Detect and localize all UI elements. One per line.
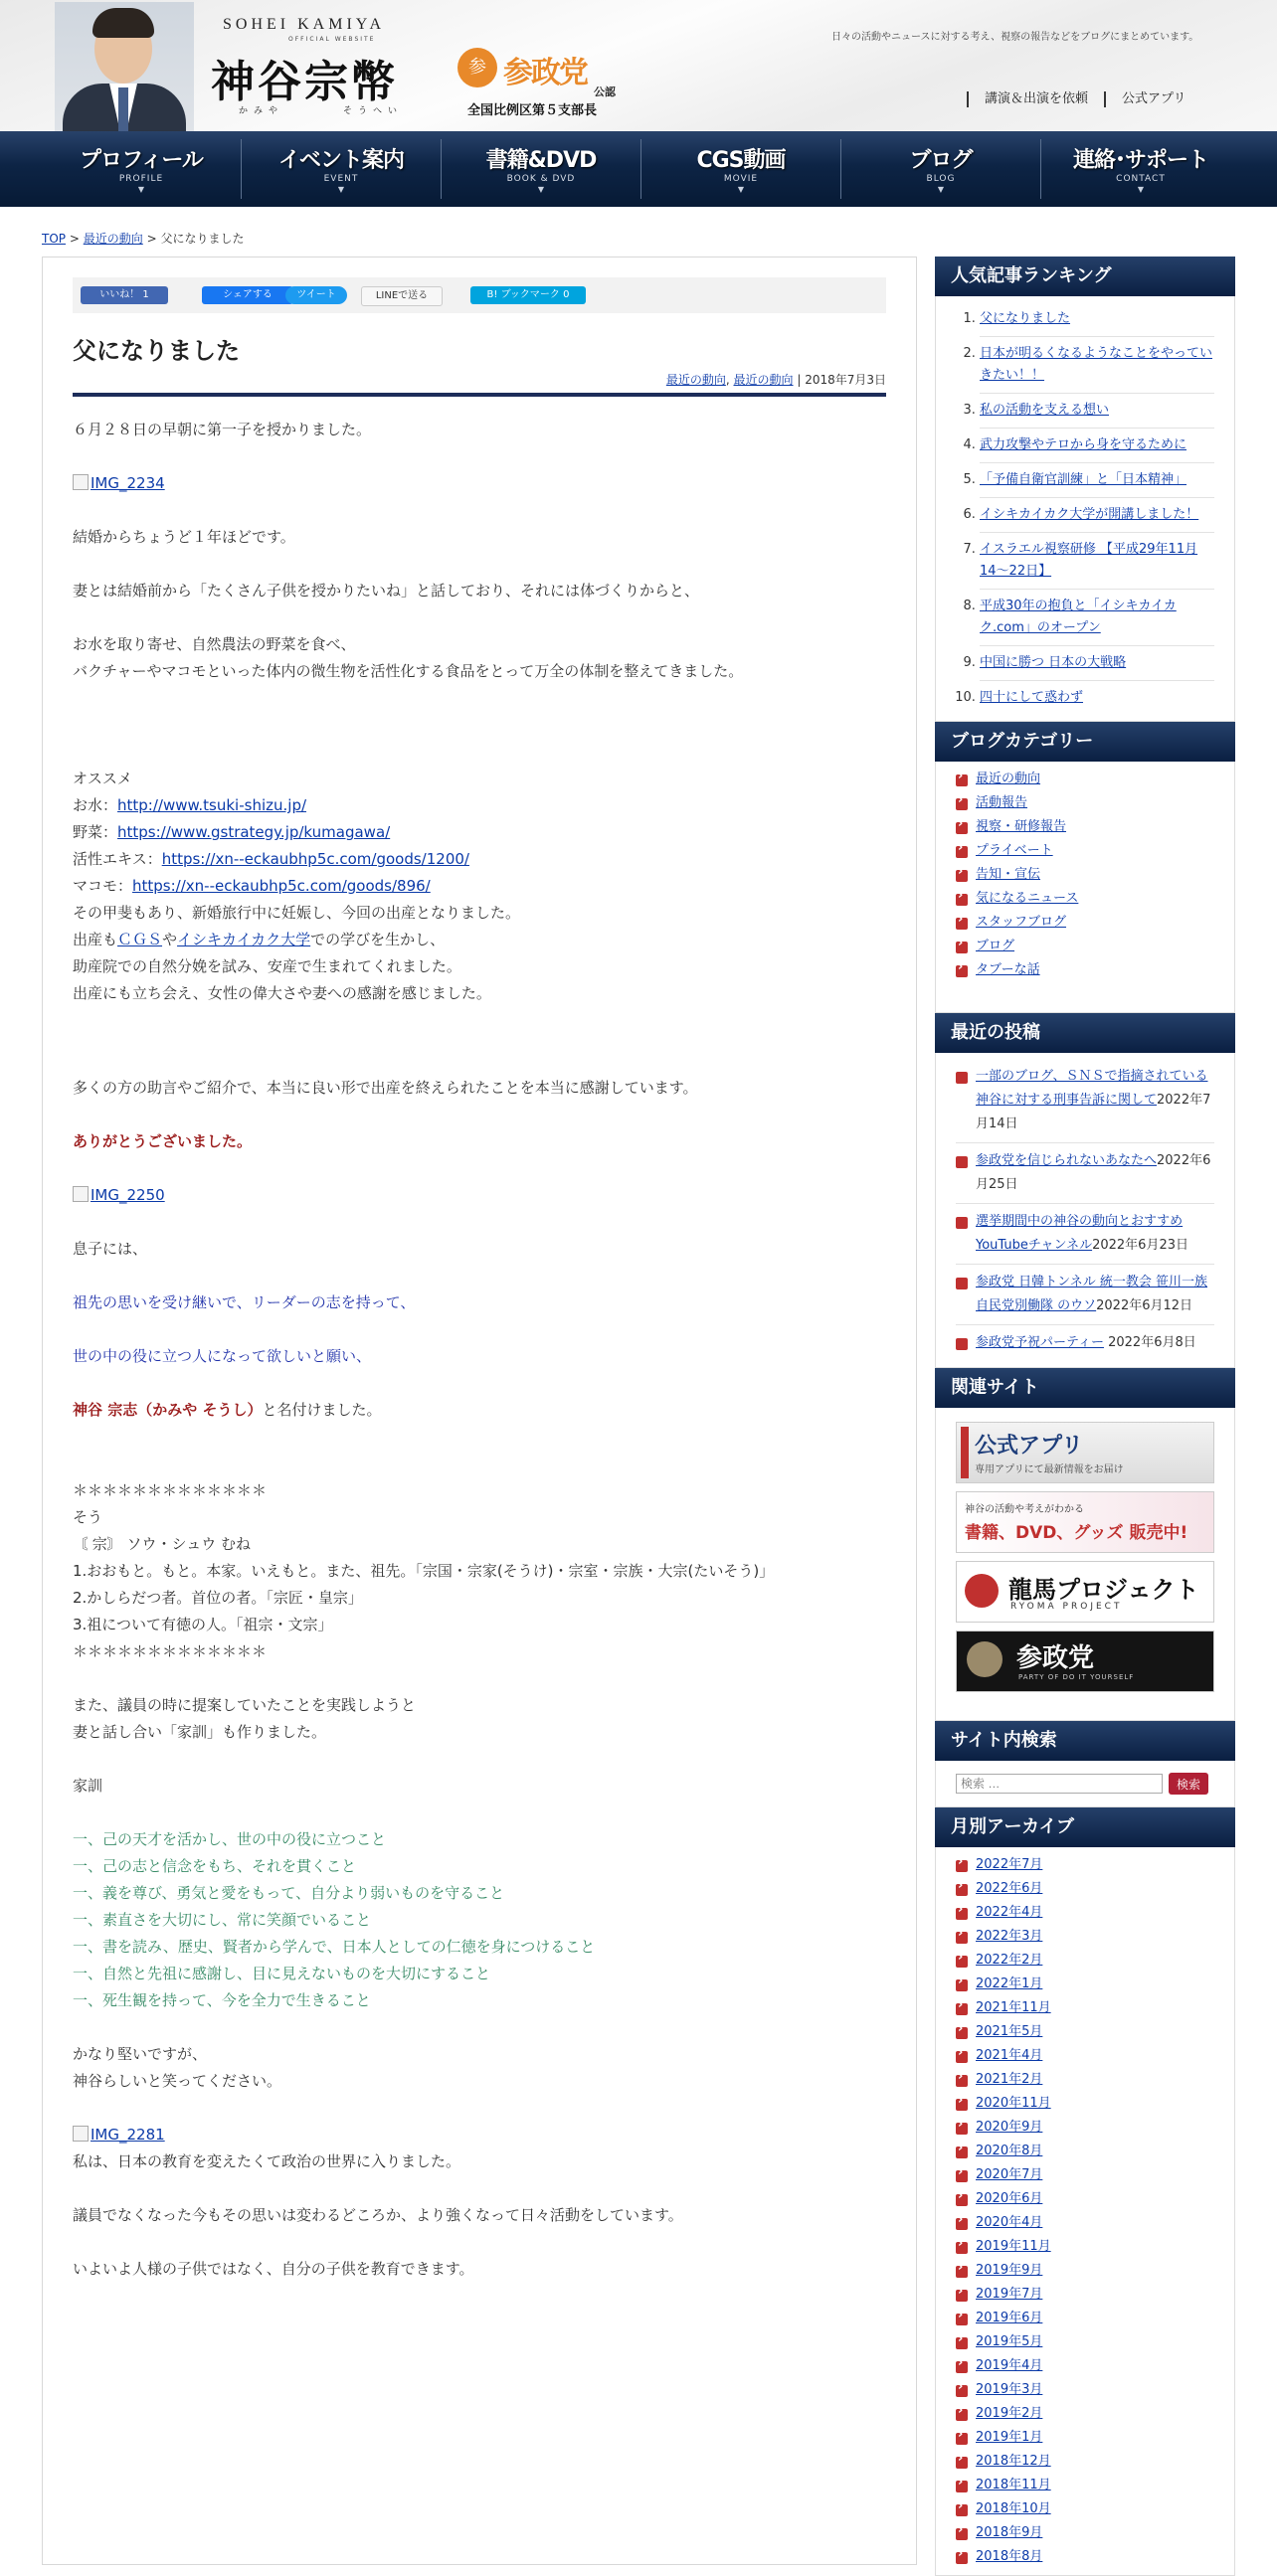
nav-event[interactable]: イベント案内 EVENT ▼ — [242, 131, 441, 207]
archive-link[interactable]: 2020年4月 — [976, 2215, 1043, 2230]
post-title: 父になりました — [73, 337, 240, 365]
chevron-down-icon: ▼ — [337, 185, 345, 194]
ranking-item: 6. イシキカイカク大学が開講しました！ — [980, 498, 1214, 533]
archive-item — [956, 1853, 1214, 1877]
archive-link[interactable]: 2020年8月 — [976, 2144, 1043, 2158]
category-box — [935, 762, 1235, 1013]
image-link[interactable]: IMG_2281 — [91, 2126, 165, 2144]
archive-link[interactable]: 2022年6月 — [976, 1881, 1043, 1896]
paragraph: 妻とは結婚前から「たくさん子供を授かりたいね」と話しており、それには体づくりからと、 — [73, 582, 700, 600]
archive-link[interactable]: 2021年5月 — [976, 2024, 1043, 2039]
archive-item — [956, 1901, 1214, 1925]
paragraph: 世の中の役に立つ人になって欲しいと願い、 — [73, 1347, 372, 1365]
archive-link[interactable]: 2018年11月 — [976, 2478, 1051, 2492]
tweet-button[interactable]: ツイート — [285, 286, 347, 304]
category-item: プライベート › — [956, 839, 1214, 863]
archive-item — [956, 1877, 1214, 1901]
ranking-item: 3. 私の活動を支える想い — [980, 394, 1214, 429]
recent-heading: 最近の投稿 — [935, 1013, 1235, 1053]
paragraph: 私は、日本の教育を変えたくて政治の世界に入りました。 — [73, 2152, 461, 2170]
paragraph: 議員でなくなった今もその思いは変わるどころか、より強くなって日々活動をしています。 — [73, 2206, 683, 2224]
archive-item — [956, 1949, 1214, 1973]
nav-books[interactable]: 書籍&DVD BOOK & DVD ▼ — [442, 131, 640, 207]
archive-link[interactable]: 2021年4月 — [976, 2048, 1043, 2063]
post-body: ６月２８日の早朝に第一子を授かりました。 IMG_2234 結婚からちょうど１年ほどです。 妻とは結婚前から「たくさん子供を授かりたいね」と話しており、それには体づくりからと、 お水を取り寄せ、自然農法の野菜を食べ、 バクチャーやマコモといった体内の微生物を活性化する食品をとって万全の体制を整えてきました。 オススメ お水：http://www.tsuki-shizu.jp/ 野菜：https://www.gstrategy.jp/kumagawa/ 活性エキス：https://xn--eckaubhp5c.com/goods/1200/ マコモ：https://xn--eckaubhp5c.com/goods/896/ その甲斐もあり、新婚旅行中に妊娠し、今回の出産となりました。 出産もＣＧＳやイシキカイカク大学での学びを生かし、 助産院での自然分娩を試み、安産で生まれてくれました。 出産にも立ち会え、女性の偉大さや妻への感謝を感じました。 多くの方の助言やご紹介で、本当に良い形で出産を終えられたことを本当に感謝しています。 ありがとうございました。 IMG_2250 息子には、 祖先の思いを受け継いで、リーダーの志を持って、 世の中の役に立つ人になって欲しいと願い、 神谷 宗志（かみや そうし）と名付けました。 ＊＊＊＊＊＊＊＊＊＊＊＊＊ そう 〘 宗〙 ソウ・シュウ むね 1.おおもと。もと。本家。いえもと。また、祖先。「宗国・宗家(そうけ)・宗室・宗族・大宗(たいそう)」 2.かしらだつ者。首位の者。「宗匠・皇宗」 3.祖について有徳の人。「祖宗・文宗」 ＊＊＊＊＊＊＊＊＊＊＊＊＊ また、議員の時に提案していたことを実践しようと 妻と話し合い「家訓」も作りました。 家訓 一、己の天才を活かし、世の中の役に立つこと 一、己の志と信念をもち、それを貫くこと 一、義を尊び、勇気と愛をもって、自分より弱いものを守ること 一、素直さを大切にし、常に笑顔でいること 一、書を読み、歴史、賢者から学んで、日本人としての仁徳を身につけること 一、自然と先祖に感謝し、目に見えないものを大切にすること 一、死生観を持って、今を全力で生きること かなり堅いですが、 神谷らしいと笑ってください。 IMG_2281 私は、日本の教育を変えたくて政治の世界に入りました。 議員でなくなった今もその思いは変わるどころか、より強くなって日々活動をしています。 いよいよ人様の子供ではなく、自分の子供を教育できます。 — [73, 407, 886, 2283]
category-item: 視察・研修報告 › — [956, 815, 1214, 839]
ryoma-project-banner[interactable]: 龍馬プロジェクト RYOMA PROJECT — [956, 1561, 1214, 1623]
breadcrumb-category[interactable]: 最近の動向 — [83, 232, 143, 246]
paragraph: 神谷らしいと笑ってください。 — [73, 2072, 282, 2090]
archive-box — [935, 1847, 1235, 2576]
search-heading: サイト内検索 — [935, 1721, 1235, 1761]
recommend-heading: オススメ — [73, 770, 132, 787]
party-name: 参政党 — [503, 56, 587, 90]
brand-subtitle: OFFICIAL WEBSITE — [288, 36, 376, 43]
vegetable-link[interactable]: https://www.gstrategy.jp/kumagawa/ — [117, 823, 391, 841]
son-name: 神谷 宗志（かみや そうし） — [73, 1401, 263, 1419]
archive-link[interactable]: 2022年4月 — [976, 1905, 1043, 1920]
archive-link[interactable]: 2020年7月 — [976, 2167, 1043, 2182]
archive-item — [956, 2068, 1214, 2092]
chevron-down-icon: ▼ — [1137, 185, 1145, 194]
category-item: タブーな話 › — [956, 958, 1214, 982]
ranking-item: 9. 中国に勝つ 日本の大戦略 — [980, 646, 1214, 681]
party-logo-icon: 参 — [457, 48, 497, 87]
category-item: 最近の動向 › — [956, 768, 1214, 791]
category-list — [956, 768, 1214, 982]
archive-link[interactable]: 2021年11月 — [976, 2000, 1051, 2015]
archive-item — [956, 1996, 1214, 2020]
brand-kana-given: そうへい — [343, 106, 404, 116]
image-link[interactable]: IMG_2250 — [91, 1186, 165, 1204]
ranking-box — [935, 296, 1235, 722]
archive-item — [956, 2092, 1214, 2116]
kakun-item: 一、自然と先祖に感謝し、目に見えないものを大切にすること — [73, 1965, 491, 1982]
archive-link[interactable]: 2018年9月 — [976, 2525, 1043, 2540]
ranking-heading: 人気記事ランキング — [935, 257, 1235, 296]
facebook-like-button[interactable]: いいね！ 1 — [81, 286, 168, 304]
archive-link[interactable]: 2019年1月 — [976, 2430, 1043, 2445]
breadcrumb: TOP > 最近の動向 > 父になりました — [42, 232, 245, 246]
nav-movie[interactable]: CGS動画 MOVIE ▼ — [641, 131, 840, 207]
ranking-item: 8. 平成30年の抱負と「イシキカイカク.com」のオープン — [980, 590, 1214, 646]
post-container — [42, 257, 917, 2565]
app-banner[interactable]: 公式アプリ 専用アプリにて最新情報をお届け — [956, 1422, 1214, 1483]
official-app-link[interactable]: 公式アプリ — [1104, 91, 1201, 107]
paragraph: お水を取り寄せ、自然農法の野菜を食べ、 — [73, 635, 356, 653]
archive-item — [956, 1973, 1214, 1996]
search-box — [935, 1761, 1235, 1807]
kakun-item: 一、義を尊び、勇気と愛をもって、自分より弱いものを守ること — [73, 1884, 505, 1902]
recent-item: 一部のブログ、ＳＮＳで指摘されている神谷に対する刑事告訴に関して2022年7月14日 — [956, 1059, 1214, 1143]
party-badge: 公認 — [594, 86, 616, 98]
archive-link[interactable]: 2020年11月 — [976, 2096, 1051, 2111]
line-share-button[interactable]: LINEで送る — [361, 286, 443, 306]
archive-link[interactable]: 2022年7月 — [976, 1857, 1043, 1872]
archive-link[interactable]: 2019年6月 — [976, 2311, 1043, 2325]
related-box — [935, 1408, 1235, 1721]
archive-link[interactable]: 2019年5月 — [976, 2334, 1043, 2349]
main-nav — [0, 131, 1277, 207]
archive-link[interactable]: 2019年2月 — [976, 2406, 1043, 2421]
kakun-item: 一、死生観を持って、今を全力で生きること — [73, 1991, 371, 2009]
image-link[interactable]: IMG_2234 — [91, 474, 165, 492]
archive-link[interactable]: 2018年8月 — [976, 2549, 1043, 2564]
divider-stars: ＊＊＊＊＊＊＊＊＊＊＊＊＊ — [73, 1481, 268, 1499]
breadcrumb-current: 父になりました — [160, 232, 245, 246]
paragraph: バクチャーやマコモといった体内の微生物を活性化する食品をとって万全の体制を整えてきました。 — [73, 662, 744, 680]
archive-link[interactable]: 2022年2月 — [976, 1953, 1043, 1968]
archive-item — [956, 2307, 1214, 2330]
brand-name-jp[interactable]: 神谷宗幣 — [211, 57, 398, 107]
broken-image-icon — [73, 474, 89, 490]
brand-name-en[interactable]: SOHEI KAMIYA — [223, 16, 386, 33]
paragraph: また、議員の時に提案していたことを実践しようと — [73, 1696, 417, 1714]
archive-item — [956, 2187, 1214, 2211]
archive-item — [956, 2426, 1214, 2450]
kakun-item: 一、己の天才を活かし、世の中の役に立つこと — [73, 1830, 387, 1848]
archive-link[interactable]: 2018年10月 — [976, 2501, 1051, 2516]
title-divider — [73, 393, 886, 397]
search-input[interactable] — [956, 1774, 1163, 1794]
extract-link[interactable]: https://xn--eckaubhp5c.com/goods/1200/ — [161, 850, 469, 868]
chevron-down-icon: ▼ — [937, 185, 945, 194]
archive-item — [956, 2450, 1214, 2474]
divider-stars: ＊＊＊＊＊＊＊＊＊＊＊＊＊ — [73, 1642, 268, 1660]
category-item: スタッフブログ › — [956, 911, 1214, 935]
nav-blog[interactable]: ブログ BLOG ▼ — [841, 131, 1040, 207]
archive-item — [956, 2474, 1214, 2497]
search-button[interactable]: 検索 — [1169, 1773, 1208, 1795]
archive-item — [956, 2259, 1214, 2283]
category-heading: ブログカテゴリー — [935, 722, 1235, 762]
recent-item: 参政党予祝パーティー 2022年6月8日 — [956, 1325, 1214, 1361]
archive-link[interactable]: 2019年3月 — [976, 2382, 1043, 2397]
archive-heading: 月別アーカイブ — [935, 1807, 1235, 1847]
archive-link[interactable]: 2021年2月 — [976, 2072, 1043, 2087]
kakun-item: 一、書を読み、歴史、賢者から学んで、日本人としての仁徳を身につけること — [73, 1938, 596, 1956]
recent-list — [956, 1059, 1214, 1361]
recent-item: 参政党 日韓トンネル 統一教会 笹川一族 自民党別働隊 のウソ2022年6月12日 — [956, 1265, 1214, 1325]
paragraph: 息子には、 — [73, 1240, 148, 1258]
thanks-text: ありがとうございました。 — [73, 1132, 253, 1150]
paragraph: 妻と話し合い「家訓」も作りました。 — [73, 1723, 327, 1741]
archive-item — [956, 2402, 1214, 2426]
archive-link[interactable]: 2020年9月 — [976, 2120, 1043, 2135]
ranking-item: 4. 武力攻撃やテロから身を守るために — [980, 429, 1214, 463]
archive-item — [956, 2283, 1214, 2307]
archive-link[interactable]: 2019年9月 — [976, 2263, 1043, 2278]
archive-link[interactable]: 2019年11月 — [976, 2239, 1051, 2254]
archive-link[interactable]: 2019年4月 — [976, 2358, 1043, 2373]
archive-item — [956, 1925, 1214, 1949]
recent-item: 参政党を信じられないあなたへ2022年6月25日 — [956, 1143, 1214, 1204]
broken-image-icon — [73, 2126, 89, 2142]
archive-item — [956, 2211, 1214, 2235]
party-branch: 全国比例区第５支部長 — [467, 103, 598, 118]
water-link[interactable]: http://www.tsuki-shizu.jp/ — [117, 796, 307, 814]
ranking-item: 5. 「予備自衛官訓練」と「日本精神」 — [980, 463, 1214, 498]
ranking-item: 2. 日本が明るくなるようなことをやっていきたい！！ — [980, 337, 1214, 394]
category-item: ブログ › — [956, 935, 1214, 958]
archive-item — [956, 2354, 1214, 2378]
recent-box — [935, 1053, 1235, 1368]
social-buttons — [73, 277, 886, 313]
post-meta: 最近の動向, 最近の動向 | 2018年7月3日 — [665, 373, 886, 387]
archive-item — [956, 2378, 1214, 2402]
paragraph: その甲斐もあり、新婚旅行中に妊娠し、今回の出産となりました。 — [73, 904, 521, 922]
brand-kana-surname: かみや — [239, 106, 284, 116]
ranking-list — [956, 302, 1214, 715]
post-date: 2018年7月3日 — [805, 373, 886, 387]
site-tagline: 日々の活動やニュースに対する考え、視察の報告などをブログにまとめています。 — [831, 32, 1199, 43]
ranking-item: 10. 四十にして惑わず — [980, 681, 1214, 715]
facebook-share-button[interactable]: シェアする — [202, 286, 293, 304]
recent-item: 選挙期間中の神谷の動向とおすすめYouTubeチャンネル2022年6月23日 — [956, 1204, 1214, 1265]
related-heading: 関連サイト — [935, 1368, 1235, 1408]
paragraph: 出産にも立ち会え、女性の偉大さや妻への感謝を感じました。 — [73, 984, 491, 1002]
chevron-down-icon: ▼ — [737, 185, 745, 194]
category-item: 活動報告 › — [956, 791, 1214, 815]
archive-item — [956, 2163, 1214, 2187]
paragraph: 助産院での自然分娩を試み、安産で生まれてくれました。 — [73, 957, 461, 975]
paragraph: 祖先の思いを受け継いで、リーダーの志を持って、 — [73, 1293, 416, 1311]
archive-item — [956, 2235, 1214, 2259]
paragraph: かなり堅いですが、 — [73, 2045, 208, 2063]
header-links — [967, 91, 1202, 107]
archive-link[interactable]: 2022年1月 — [976, 1976, 1043, 1991]
chevron-down-icon: ▼ — [537, 185, 545, 194]
paragraph: 多くの方の助言やご紹介で、本当に良い形で出産を終えられたことを本当に感謝しています。 — [73, 1079, 698, 1097]
archive-link[interactable]: 2019年7月 — [976, 2287, 1043, 2302]
makomo-link[interactable]: https://xn--eckaubhp5c.com/goods/896/ — [132, 877, 431, 895]
kakun-heading: 家訓 — [73, 1777, 103, 1795]
archive-item — [956, 2497, 1214, 2521]
archive-item — [956, 2330, 1214, 2354]
speaking-request-link[interactable]: 講演＆出演を依頼 — [967, 91, 1104, 107]
paragraph: 結婚からちょうど１年ほどです。 — [73, 528, 295, 546]
kakun-item: 一、素直さを大切にし、常に笑顔でいること — [73, 1911, 372, 1929]
paragraph: ６月２８日の早朝に第一子を授かりました。 — [73, 421, 372, 438]
archive-list — [956, 1853, 1214, 2569]
breadcrumb-top[interactable]: TOP — [42, 232, 67, 246]
ranking-item: 7. イスラエル視察研修 【平成29年11月14〜22日】 — [980, 533, 1214, 590]
archive-item — [956, 2116, 1214, 2140]
shop-banner[interactable]: 神谷の活動や考えがわかる 書籍、DVD、グッズ 販売中! — [956, 1491, 1214, 1553]
nav-contact[interactable]: 連絡･サポート CONTACT ▼ — [1041, 131, 1240, 207]
archive-item — [956, 2020, 1214, 2044]
profile-photo — [55, 2, 194, 131]
category-item: 告知・宣伝 › — [956, 863, 1214, 887]
post-category-link[interactable]: 最近の動向 — [665, 373, 726, 387]
broken-image-icon — [73, 1186, 89, 1202]
archive-link[interactable]: 2018年12月 — [976, 2454, 1051, 2469]
sidebar — [935, 257, 1235, 2576]
site-header — [0, 0, 1277, 131]
archive-item — [956, 2044, 1214, 2068]
archive-item — [956, 2140, 1214, 2163]
archive-link[interactable]: 2020年6月 — [976, 2191, 1043, 2206]
nav-profile[interactable]: プロフィール PROFILE ▼ — [42, 131, 241, 207]
category-item: 気になるニュース › — [956, 887, 1214, 911]
kakun-item: 一、己の志と信念をもち、それを貫くこと — [73, 1857, 357, 1875]
post-category-link[interactable]: 最近の動向 — [733, 373, 794, 387]
archive-item — [956, 2521, 1214, 2545]
university-link[interactable]: イシキカイカク大学 — [177, 931, 311, 948]
archive-item — [956, 2545, 1214, 2569]
hatena-bookmark-button[interactable]: B! ブックマーク 0 — [470, 286, 586, 304]
ranking-item: 1. 父になりました — [980, 302, 1214, 337]
paragraph: いよいよ人様の子供ではなく、自分の子供を教育できます。 — [73, 2260, 474, 2278]
chevron-down-icon: ▼ — [137, 185, 145, 194]
archive-link[interactable]: 2022年3月 — [976, 1929, 1043, 1944]
cgs-link[interactable]: ＣＧＳ — [117, 931, 163, 948]
sanseito-banner[interactable]: 参政党 PARTY OF DO IT YOURSELF — [956, 1631, 1214, 1692]
